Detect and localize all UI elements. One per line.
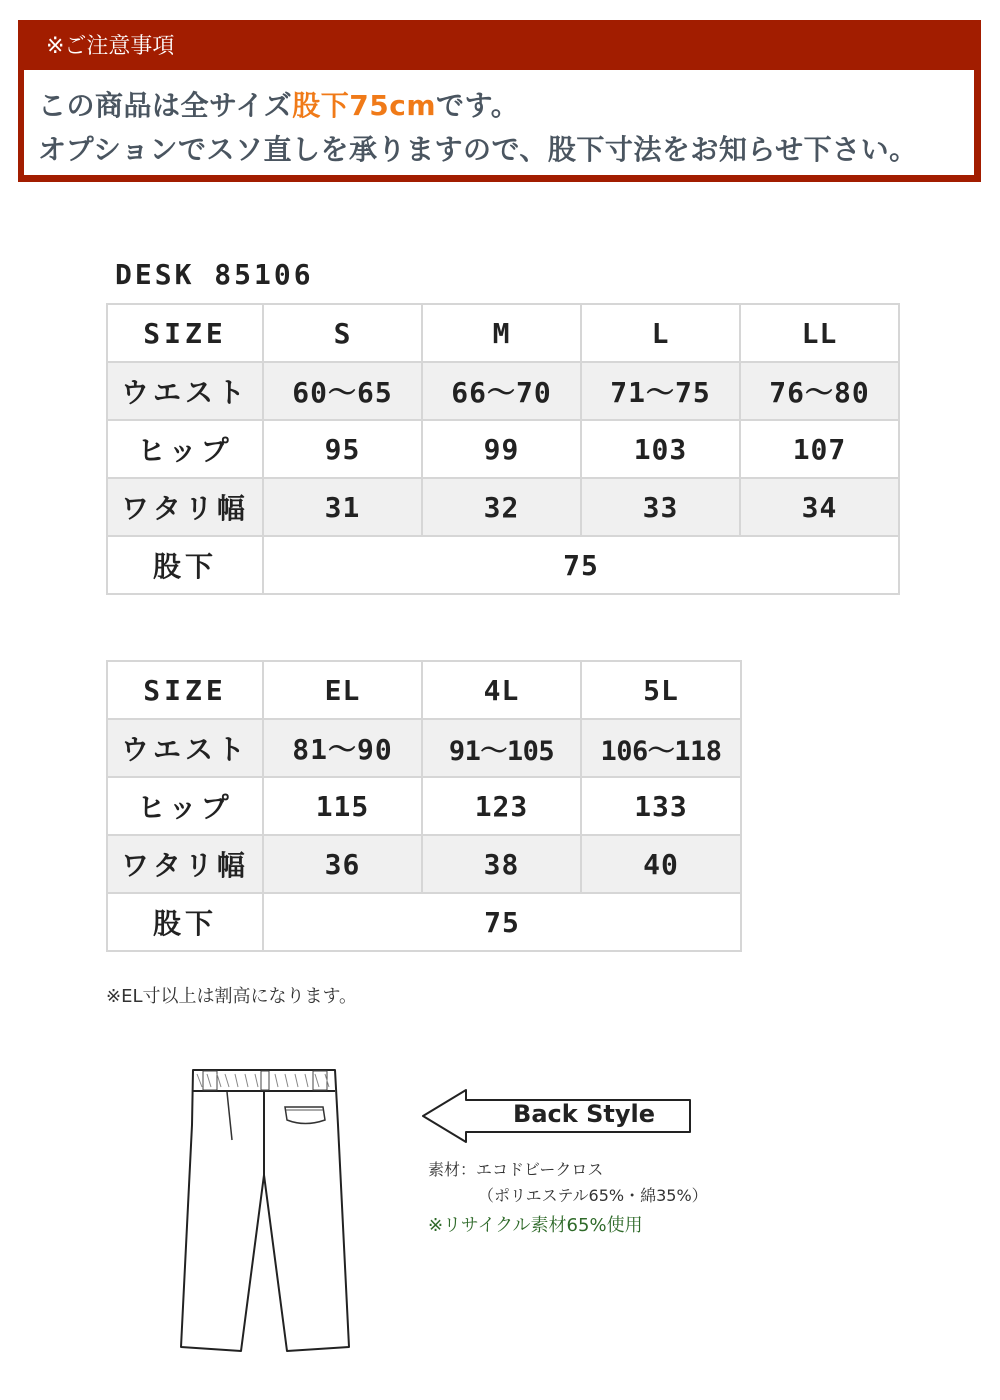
waist-cell: 81～90 [263,719,422,777]
row-label-waist: ウエスト [107,719,263,777]
table-row-thigh [107,835,741,893]
waist-cell: 60～65 [263,362,422,420]
notice-line-1-pre: この商品は全サイズ [38,89,293,122]
size-cell: L [581,304,740,362]
notice-highlight: 股下75cm [292,89,437,122]
waist-cell: 91～105 [422,719,581,777]
back-style-label: Back Style [513,1100,655,1128]
hip-cell: 115 [263,777,422,835]
table-row-waist [107,362,899,420]
size-cell: M [422,304,581,362]
table-row-inseam [107,536,899,594]
recycle-note: ※リサイクル素材65%使用 [428,1215,643,1236]
size-cell: 4L [422,661,581,719]
pants-back-icon [175,1065,355,1365]
table-row-size [107,304,899,362]
table-row-size [107,661,741,719]
notice-line-1 [38,84,519,124]
thigh-cell: 34 [740,478,899,536]
size-cell: S [263,304,422,362]
hip-cell: 133 [581,777,741,835]
hip-cell: 103 [581,420,740,478]
row-label-thigh: ワタリ幅 [107,835,263,893]
row-label-hip: ヒップ [107,777,263,835]
hip-cell: 107 [740,420,899,478]
waist-cell: 71～75 [581,362,740,420]
material-line-2: （ポリエステル65%・綿35%） [478,1186,708,1205]
notice-heading: ※ご注意事項 [46,34,175,59]
size-cell: 5L [581,661,741,719]
thigh-cell: 31 [263,478,422,536]
thigh-cell: 38 [422,835,581,893]
thigh-cell: 33 [581,478,740,536]
row-label-hip: ヒップ [107,420,263,478]
waist-cell: 76～80 [740,362,899,420]
model-number: DESK 85106 [115,258,314,291]
inseam-cell: 75 [263,893,741,951]
table-row-hip [107,420,899,478]
waist-cell: 66～70 [422,362,581,420]
notice-line-2: オプションでスソ直しを承りますので、股下寸法をお知らせ下さい。 [38,133,918,166]
row-label-size: SIZE [107,661,263,719]
hip-cell: 99 [422,420,581,478]
size-table-large [106,660,742,952]
row-label-size: SIZE [107,304,263,362]
hip-cell: 123 [422,777,581,835]
size-cell: LL [740,304,899,362]
table-row-waist [107,719,741,777]
material-line-1: 素材：エコドビークロス [428,1160,604,1179]
row-label-thigh: ワタリ幅 [107,478,263,536]
waist-cell: 106～118 [581,719,741,777]
table-row-thigh [107,478,899,536]
size-table-regular [106,303,900,595]
table-row-inseam [107,893,741,951]
thigh-cell: 32 [422,478,581,536]
thigh-cell: 36 [263,835,422,893]
row-label-inseam: 股下 [107,893,263,951]
size-cell: EL [263,661,422,719]
table-row-hip [107,777,741,835]
hip-cell: 95 [263,420,422,478]
notice-line-1-post: です。 [436,89,520,122]
row-label-waist: ウエスト [107,362,263,420]
notice-box [18,20,981,182]
inseam-cell: 75 [263,536,899,594]
size-surcharge-note: ※EL寸以上は割高になります。 [106,986,358,1007]
notice-body [24,70,974,175]
thigh-cell: 40 [581,835,741,893]
row-label-inseam: 股下 [107,536,263,594]
